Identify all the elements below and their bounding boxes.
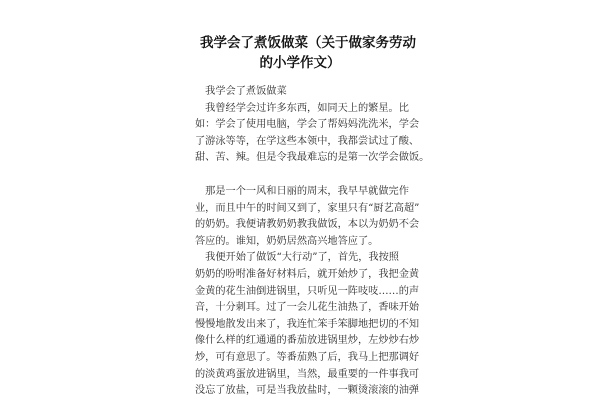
text-line: 业，而且中午的时间又到了，家里只有“厨艺高超” — [195, 202, 420, 214]
text-line: 的淡黄鸡蛋放进锅里，当然，最重要的一件事我可 — [195, 368, 420, 380]
title-line: 我学会了煮饭做菜（关于做家务劳动 — [200, 35, 416, 51]
text-line: 金黄的花生油倒进锅里，只听见一阵吱吱……的声 — [195, 285, 420, 297]
text-line: 慢慢地散发出来了，我连忙笨手笨脚地把切的不知 — [195, 318, 420, 330]
text-line: 了游泳等等，在学这些本领中，我都尝试过了酸、 — [195, 135, 420, 147]
text-line: 奶奶的吩咐准备好材料后，就开始炒了，我把金黄 — [195, 268, 420, 280]
text-line: 的奶奶。我便请教奶奶教我做饭，本以为奶奶不会 — [195, 219, 420, 231]
text-line: 我学会了煮饭做菜 — [195, 86, 287, 97]
article-title — [200, 33, 416, 73]
text-line: 音，十分刺耳。过了一会儿花生油热了，香味开始 — [195, 302, 420, 314]
article-body — [195, 84, 430, 400]
text-line: 我曾经学会过许多东西，如同天上的繁星。比 — [195, 102, 409, 114]
text-line: 没忘了放盐，可是当我放盐时，一颗烫滚滚的油弹 — [195, 385, 420, 397]
text-line: 那是一个一风和日丽的周末，我早早就做完作 — [195, 185, 409, 197]
text-line: 我便开始了做饭“大行动”了，首先，我按照 — [195, 252, 399, 264]
text-line: 像什么样的红通通的番茄放进锅里炒，左炒炒右炒 — [195, 335, 420, 347]
paragraph-intro — [195, 84, 430, 167]
text-line: 甜、苦、辣。但是令我最难忘的是第一次学会做饭。 — [195, 152, 430, 164]
paragraph-cooking — [195, 250, 420, 399]
paragraph-gap — [195, 167, 415, 184]
paragraph-weekend — [195, 184, 420, 250]
text-line: 如：学会了使用电脑，学会了帮妈妈洗洗米，学会 — [195, 119, 420, 131]
text-line: 炒，可有意思了。等番茄熟了后，我马上把那调好 — [195, 351, 420, 363]
text-line: 答应的。谁知，奶奶居然高兴地答应了。 — [195, 235, 379, 247]
title-line: 的小学作文） — [259, 55, 341, 71]
